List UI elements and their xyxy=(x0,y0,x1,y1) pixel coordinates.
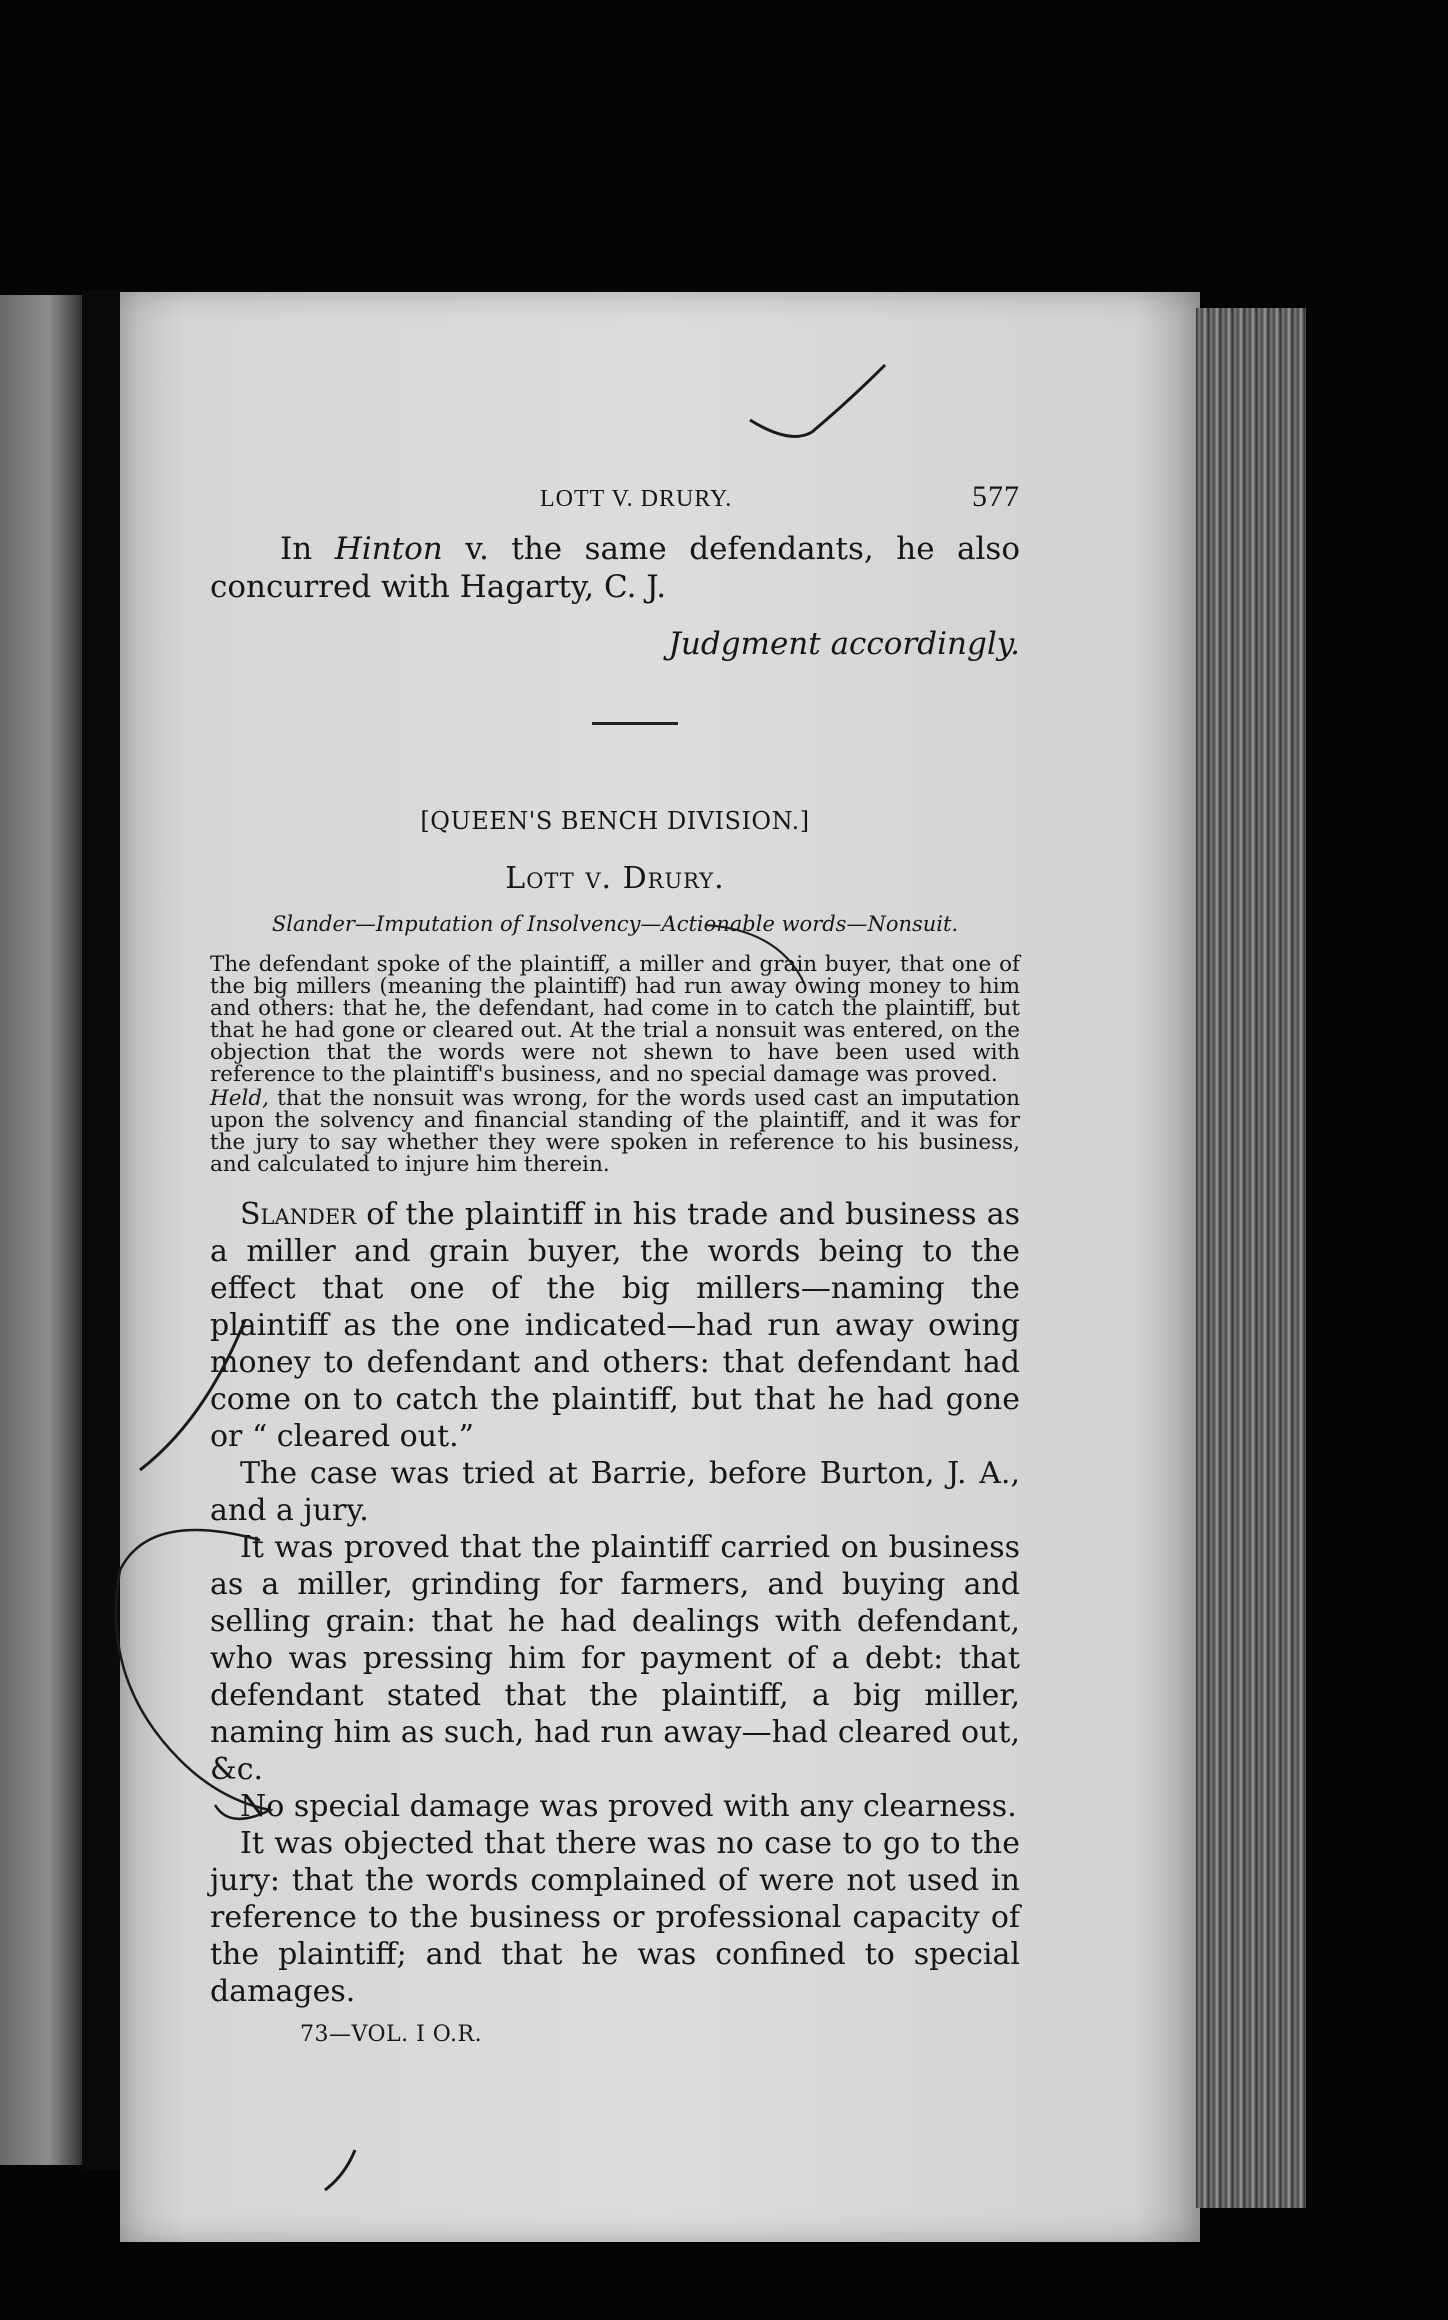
body-paragraph-3: It was proved that the plaintiff carried on business as a miller, grinding for farmers, and buying and selling grain: that he had dealings with defendant, who was pressing him for payment of a debt: that defendant stated that the plaintiff, a big miller, naming him as such, had run away—had cleared out, &c. xyxy=(210,1530,1020,1787)
party-name: Hinton xyxy=(334,531,443,567)
book-gutter xyxy=(82,290,122,2170)
body-paragraph-4: No special damage was proved with any clearness. xyxy=(240,1789,1017,1824)
judgment-line: Judgment accordingly. xyxy=(668,626,1020,662)
headnote xyxy=(210,954,1020,1176)
page-content xyxy=(210,480,1020,2047)
paragraph-start: In xyxy=(280,531,335,567)
case-title: Lott v. Drury. xyxy=(505,861,725,896)
held-label: Held, xyxy=(210,1086,269,1111)
body-paragraph-1 xyxy=(210,1196,1020,1455)
page-number: 577 xyxy=(972,480,1020,513)
headnote-facts: The defendant spoke of the plaintiff, a miller and grain buyer, that one of the big millers (meaning the plaintiff) had run away owing money to him and others: that he, the defendant, had come in to catch the plaintiff, but that he had gone or cleared out. At the trial a nonsuit was entered, on the objection that the words were not shewn to have been used with reference to the plaintiff's business, and no special damage was proved. xyxy=(210,952,1020,1087)
previous-case-conclusion xyxy=(210,530,1020,606)
section-rule xyxy=(592,722,678,725)
case-body xyxy=(210,1196,1020,2010)
body-paragraph-1-text: of the plaintiff in his trade and business as a miller and grain buyer, the words being to the effect that one of the big millers—naming the plaintiff as the one indicated—had run away owing money to defendant and others: that defendant had come on to catch the plaintiff, but that he had gone or “ cleared out.” xyxy=(210,1197,1020,1454)
running-head xyxy=(210,480,1020,524)
lead-word: Slander xyxy=(240,1197,357,1232)
body-paragraph-5: It was objected that there was no case to go to the jury: that the words complained of were not used in reference to the business or professional capacity of the plaintiff; and that he was confined to special damages. xyxy=(210,1826,1020,2009)
previous-case-paragraph xyxy=(210,530,1020,606)
division-heading: [QUEEN'S BENCH DIVISION.] xyxy=(420,807,810,835)
paragraph-rest: v. the same defendants, he also concurred with Hagarty, C. J. xyxy=(210,531,1020,605)
headnote-held xyxy=(210,1088,1020,1176)
printer-signature: 73—VOL. I O.R. xyxy=(300,2022,483,2047)
running-head-title: LOTT V. DRURY. xyxy=(540,486,733,512)
facing-page-edge xyxy=(0,295,82,2165)
body-paragraph-2: The case was tried at Barrie, before Burton, J. A., and a jury. xyxy=(210,1456,1020,1528)
held-text: that the nonsuit was wrong, for the words used cast an imputation upon the solvency and financial standing of the plaintiff, and it was for the jury to say whether they were spoken in reference to his business, and calculated to injure him therein. xyxy=(210,1086,1020,1177)
catchwords: Slander—Imputation of Insolvency—Actionable words—Nonsuit. xyxy=(271,912,959,936)
page-stack-edge xyxy=(1196,308,1306,2208)
